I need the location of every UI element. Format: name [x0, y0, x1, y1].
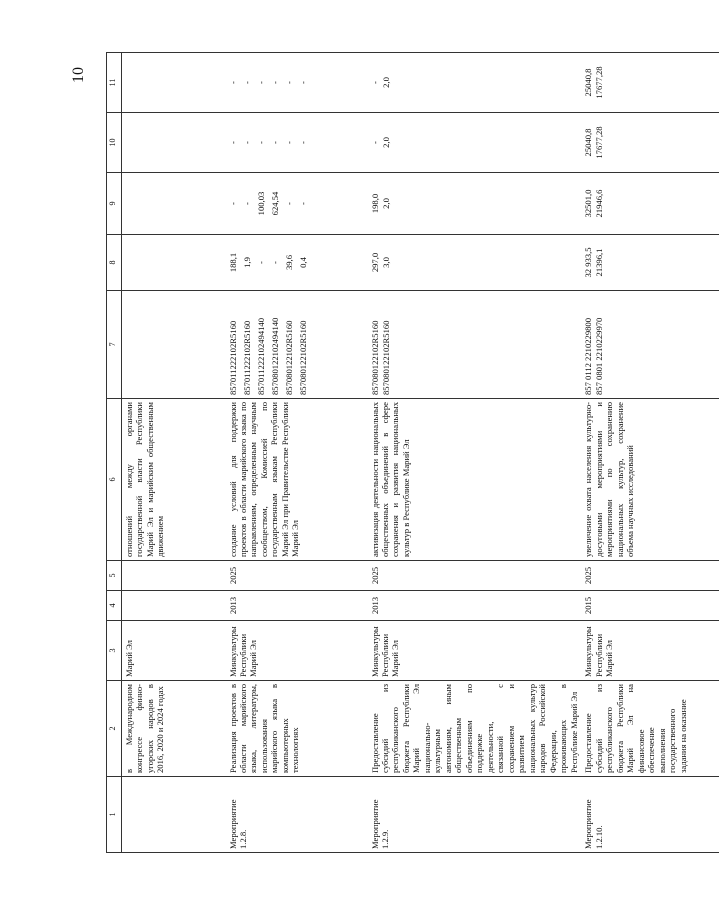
cell-col-3 [581, 621, 719, 681]
col-header-8: 8 [107, 235, 122, 291]
cell-value: 2,0 [380, 198, 391, 209]
cell-col-8 [581, 235, 719, 291]
cell-text: активизация деятельности национальных общественных объединений в сфере сохранения и развития национальных культур в Республике Марий Эл [369, 402, 411, 557]
cell-text: в Международном конгрессе финно-угорских народов в 2016, 2020 и 2024 годах [124, 684, 166, 773]
cell-text: Минкультуры Республики Марий Эл [227, 626, 259, 677]
table-row [122, 53, 226, 853]
cell-value: 32501,0 [583, 189, 594, 218]
cell-value: 17677,28 [594, 126, 605, 159]
table-row [226, 53, 368, 853]
col-header-1: 1 [107, 777, 122, 853]
cell-value: 857011222102R5160 [241, 320, 252, 395]
cell-text: Предоставление субсидий из республиканского бюджета Республики Марий Эл национально-культурным автономиям, иным общественным объединениям по поддержке деятельности, связанной с сохранением и развитием национальных культур народов Российской Федерации, проживающих в Республике Марий Эл [369, 684, 579, 773]
cell-value: - [369, 141, 380, 144]
cell-col-7 [226, 291, 368, 399]
col-header-10: 10 [107, 113, 122, 173]
cell-col-1 [581, 777, 719, 853]
cell-value: - [255, 81, 266, 84]
cell-text: 2015 [583, 596, 594, 615]
cell-col-11 [122, 53, 226, 113]
cell-value: - [227, 202, 238, 205]
cell-value: - [297, 141, 308, 144]
cell-col-7 [122, 291, 226, 399]
cell-value: 857 0801 2210229970 [594, 317, 605, 395]
table-row [581, 53, 719, 853]
cell-value: 3,0 [380, 257, 391, 268]
cell-col-9 [122, 173, 226, 235]
cell-text: Минкультуры Республики Марий Эл [369, 626, 401, 677]
cell-col-6 [122, 399, 226, 561]
cell-col-4 [226, 591, 368, 621]
cell-value: - [297, 202, 308, 205]
cell-col-9 [581, 173, 719, 235]
cell-value: 857080122102R5160 [283, 320, 294, 395]
cell-text: Минкультуры Республики Марий Эл [583, 626, 615, 677]
cell-text: Реализация проектов в области марийского языка, литературы, использования марийского языка в компьютерных технологиях [227, 684, 301, 773]
cell-value: - [255, 141, 266, 144]
cell-col-4 [581, 591, 719, 621]
col-header-4: 4 [107, 591, 122, 621]
cell-value: - [269, 141, 280, 144]
cell-value: - [227, 141, 238, 144]
cell-value: 2,0 [380, 137, 391, 148]
cell-col-1 [368, 777, 582, 853]
cell-text: создание условий для поддержки проектов в области марийского языка по направлениям, определенным научным сообществом, Комиссией по государственным языкам Республики Марий Эл при Правительстве Республики Марий Эл [227, 402, 301, 557]
cell-value: 100,03 [255, 191, 266, 216]
cell-col-2 [581, 681, 719, 777]
col-header-5: 5 [107, 561, 122, 591]
cell-col-8 [122, 235, 226, 291]
cell-value: 2,0 [380, 77, 391, 88]
cell-value: 21396,1 [594, 248, 605, 277]
cell-text: 2025 [583, 566, 594, 585]
col-header-9: 9 [107, 173, 122, 235]
cell-value: 25040,8 [583, 68, 594, 97]
cell-value: 32 933,5 [583, 247, 594, 278]
cell-col-5 [368, 561, 582, 591]
cell-value: 1,9 [241, 257, 252, 268]
cell-value: 39,6 [283, 254, 294, 271]
cell-col-10 [581, 113, 719, 173]
cell-value: - [255, 261, 266, 264]
cell-col-7 [581, 291, 719, 399]
cell-value: - [283, 202, 294, 205]
cell-text: 2025 [369, 566, 380, 585]
cell-text: Мероприятие 1.2.10. [583, 799, 604, 849]
cell-col-11 [226, 53, 368, 113]
cell-value: 857 0112 2210229800 [583, 317, 594, 395]
cell-col-5 [226, 561, 368, 591]
cell-value: 857080122102R5160 [380, 320, 391, 395]
col-header-2: 2 [107, 681, 122, 777]
cell-value: - [227, 81, 238, 84]
cell-col-5 [581, 561, 719, 591]
page-number: 10 [70, 67, 87, 83]
cell-col-6 [581, 399, 719, 561]
cell-col-3 [226, 621, 368, 681]
cell-col-11 [368, 53, 582, 113]
cell-value: 0,4 [297, 257, 308, 268]
cell-value: 857011222102R5160 [227, 320, 238, 395]
cell-text: Мероприятие 1.2.8. [227, 799, 248, 849]
cell-value: 297,0 [369, 252, 380, 273]
col-header-11: 11 [107, 53, 122, 113]
cell-text: Предоставление субсидий из республиканского бюджета Республики Марий Эл на финансовое обеспечение выполнения государственного задания на оказание [583, 684, 688, 773]
cell-col-8 [368, 235, 582, 291]
cell-col-8 [226, 235, 368, 291]
cell-value: 624,54 [269, 191, 280, 216]
cell-col-2 [226, 681, 368, 777]
cell-value: - [369, 81, 380, 84]
cell-value: - [283, 81, 294, 84]
cell-value: - [297, 81, 308, 84]
cell-text: увеличение охвата населения культурно-досуговыми мероприятиями и мероприятиями по сохранению национальных культур, сохранение объема научных исследований [583, 402, 636, 557]
col-header-7: 7 [107, 291, 122, 399]
cell-col-10 [368, 113, 582, 173]
cell-col-11 [581, 53, 719, 113]
cell-value: - [241, 81, 252, 84]
cell-value: 188,1 [227, 252, 238, 273]
cell-value: - [283, 141, 294, 144]
cell-value: - [241, 141, 252, 144]
cell-col-3 [122, 621, 226, 681]
cell-value: 857080122102R5160 [297, 320, 308, 395]
col-header-3: 3 [107, 621, 122, 681]
cell-value: 198,0 [369, 193, 380, 214]
cell-value: 857011222102494140 [255, 317, 266, 395]
cell-col-10 [122, 113, 226, 173]
cell-col-1 [122, 777, 226, 853]
cell-col-7 [368, 291, 582, 399]
cell-text: Марий Эл [124, 640, 134, 677]
cell-col-9 [368, 173, 582, 235]
cell-value: 17677,28 [594, 66, 605, 99]
cell-col-6 [368, 399, 582, 561]
cell-value: - [269, 261, 280, 264]
cell-text: 2013 [227, 596, 238, 615]
cell-value: - [269, 81, 280, 84]
cell-col-2 [122, 681, 226, 777]
cell-text: Мероприятие 1.2.9. [369, 799, 390, 849]
column-number-row [107, 53, 122, 853]
cell-value: 857080122102494140 [269, 317, 280, 395]
cell-col-9 [226, 173, 368, 235]
program-table [106, 52, 719, 853]
cell-col-4 [368, 591, 582, 621]
col-header-6: 6 [107, 399, 122, 561]
cell-col-10 [226, 113, 368, 173]
cell-col-4 [122, 591, 226, 621]
cell-value: - [241, 202, 252, 205]
cell-col-2 [368, 681, 582, 777]
cell-col-6 [226, 399, 368, 561]
cell-value: 21946,6 [594, 189, 605, 218]
cell-col-1 [226, 777, 368, 853]
table-row [368, 53, 582, 853]
cell-text: отношений между органами государственной власти Республики Марий Эл и марийским общественным движением [124, 402, 166, 557]
cell-text: 2013 [369, 596, 380, 615]
cell-col-3 [368, 621, 582, 681]
cell-value: 25040,8 [583, 128, 594, 157]
cell-value: 857080122102R5160 [369, 320, 380, 395]
cell-col-5 [122, 561, 226, 591]
cell-text: 2025 [227, 566, 238, 585]
